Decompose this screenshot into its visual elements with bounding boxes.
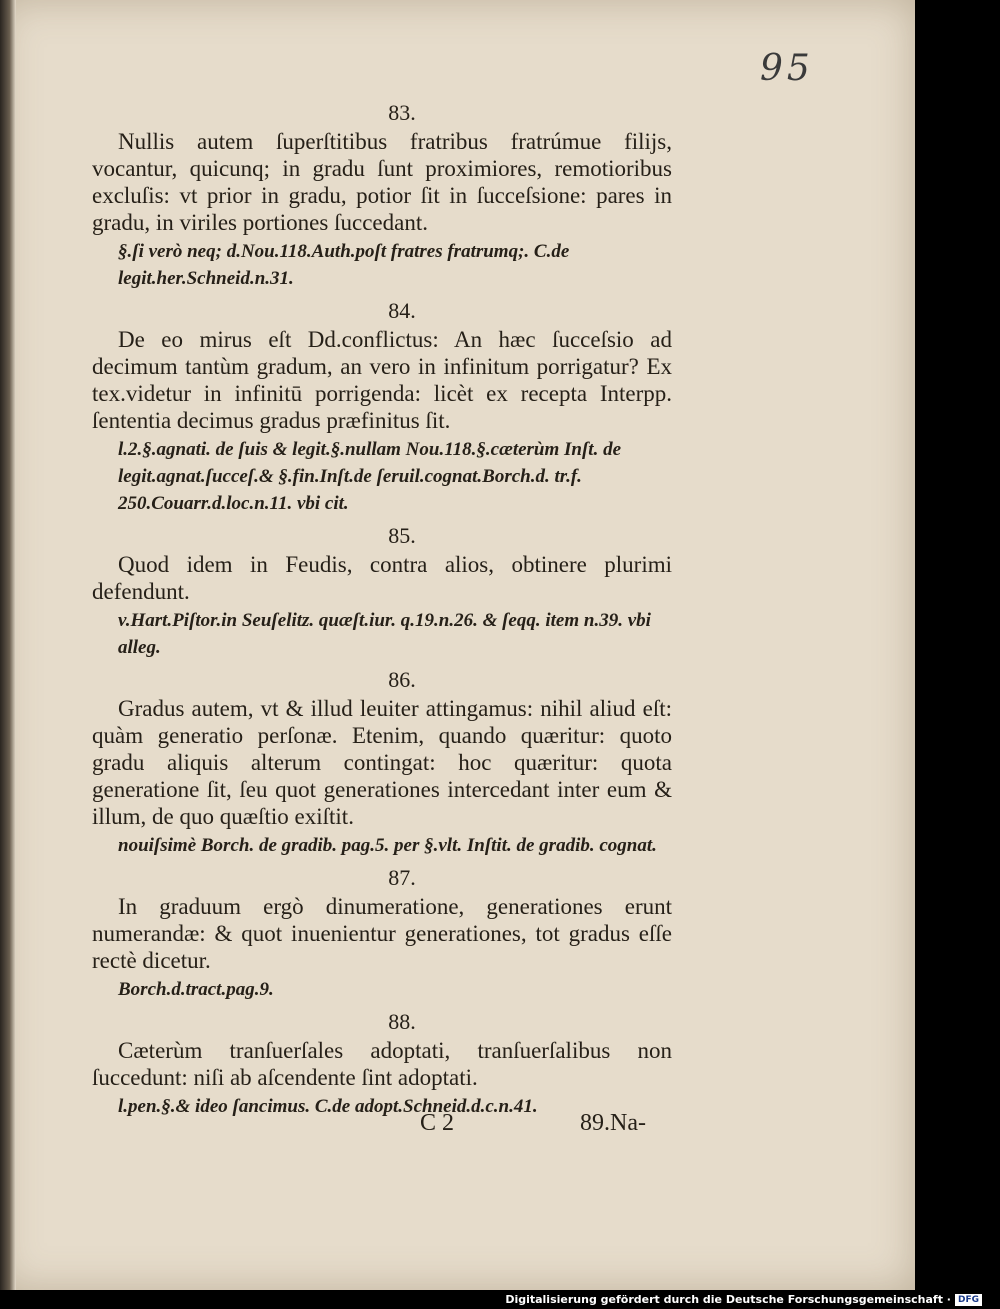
- signature-mark: C 2: [420, 1110, 455, 1136]
- section-paragraph: Nullis autem ſuperſtitibus fratribus fratrúmue filijs, vocantur, quicunq; in gradu ſunt proximiores, remotioribus excluſis: vt prior in gradu, potior ſit in ſucceſsione: pares in gradu, in viriles portiones ſuccedant.: [92, 129, 672, 235]
- section-paragraph: In graduum ergò dinumeratione, generationes erunt numerandæ: & quot inuenientur generationes, tot gradus eſſe rectè dicetur.: [92, 894, 672, 973]
- section-83: [92, 98, 672, 292]
- section-85: [92, 521, 672, 661]
- catchword: 89.Na-: [580, 1110, 646, 1136]
- section-number: 85.: [388, 523, 416, 548]
- dfg-logo: DFG: [955, 1294, 982, 1306]
- page-text: [92, 98, 672, 1124]
- section-number: 84.: [388, 298, 416, 323]
- section-number: 83.: [388, 100, 416, 125]
- section-citation: v.Hart.Piſtor.in Seuſelitz. quæſt.iur. q.19.n.26. & ſeqq. item n.39. vbi alleg.: [118, 610, 651, 658]
- section-86: [92, 665, 672, 859]
- section-number: 88.: [388, 1009, 416, 1034]
- folio-number: 95: [760, 48, 814, 89]
- section-citation: l.pen.§.& ideo ſancimus. C.de adopt.Schneid.d.c.n.41.: [118, 1096, 538, 1117]
- section-88: [92, 1007, 672, 1120]
- section-paragraph: Cæterùm tranſuerſales adoptati, tranſuerſalibus non ſuccedunt: niſi ab aſcendente ſint adoptati.: [92, 1038, 672, 1090]
- section-87: [92, 863, 672, 1003]
- digitization-footer: [505, 1291, 982, 1309]
- section-paragraph: De eo mirus eſt Dd.conflictus: An hæc ſucceſsio ad decimum tantùm gradum, an vero in infinitum porrigatur? Ex tex.videtur in infinitū porrigenda: licèt ex recepta Interpp. ſententia decimus gradus præfinitus ſit.: [92, 327, 672, 433]
- section-number: 87.: [388, 865, 416, 890]
- section-number: 86.: [388, 667, 416, 692]
- section-citation: l.2.§.agnati. de ſuis & legit.§.nullam Nou.118.§.cæterùm Inſt. de legit.agnat.ſucceſ.& §.fin.Inſt.de ſeruil.cognat.Borch.d. tr.f. 250.Couarr.d.loc.n.11. vbi cit.: [118, 439, 622, 514]
- section-paragraph: Gradus autem, vt & illud leuiter attingamus: nihil aliud eſt: quàm generatio perſonæ. Etenim, quando quæritur: quoto gradu aliquis alterum contingat: hoc quæritur: quota generatione ſit, ſeu quot generationes intercedant inter eum & illum, de quo quæſtio exiſtit.: [92, 696, 672, 829]
- footer-text: Digitalisierung gefördert durch die Deutsche Forschungsgemeinschaft ·: [505, 1293, 951, 1306]
- page-gutter: [0, 0, 16, 1290]
- section-citation: Borch.d.tract.pag.9.: [118, 979, 274, 1000]
- section-84: [92, 296, 672, 517]
- section-citation: §.ſi verò neq; d.Nou.118.Auth.poſt fratres fratrumq;. C.de legit.her.Schneid.n.31.: [118, 241, 570, 289]
- section-paragraph: Quod idem in Feudis, contra alios, obtinere plurimi defendunt.: [92, 552, 672, 604]
- section-citation: nouiſsimè Borch. de gradib. pag.5. per §.vlt. Inſtit. de gradib. cognat.: [118, 835, 657, 856]
